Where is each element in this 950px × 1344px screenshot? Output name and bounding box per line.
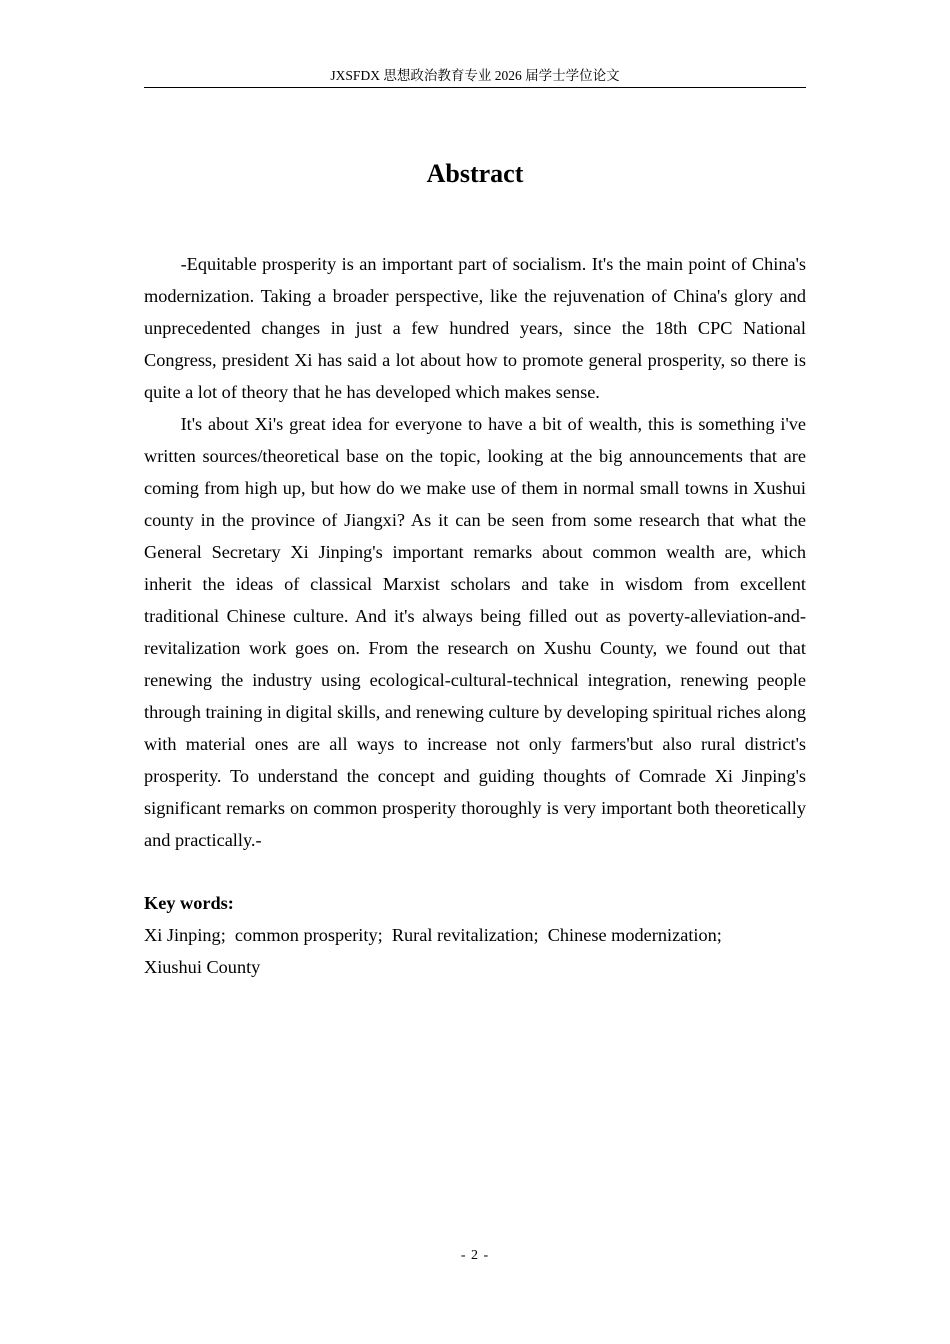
abstract-paragraph-1: -Equitable prosperity is an important part of socialism. It's the main point of China's modernization. Taking a broader perspective, like the rejuvenation of China's glory and unprecedented changes in just a few hundred years, since the 18th CPC National Congress, president Xi has said a lot about how to promote general prosperity, so there is quite a lot of theory that he has developed which makes sense. [144,254,806,402]
keywords-line-2 [144,951,806,983]
keyword-separator: ; [377,925,392,945]
keywords-heading: Key words: [144,893,234,913]
keywords-line-1 [144,919,806,951]
keyword-item: Rural revitalization [391,925,534,945]
page-number: - 2 - [460,1248,490,1263]
abstract-body [144,248,806,856]
running-header [144,66,806,88]
keyword-item: Xi Jinping [144,925,221,945]
keyword-separator: ; [716,925,731,945]
keyword-separator: ; [533,925,548,945]
abstract-paragraph-2: It's about Xi's great idea for everyone to have a bit of wealth, this is something i've written sources/theoretical base on the topic, looking at the big announcements that are coming from high up, but how do we make use of them in normal small towns in Xushui county in the province of Jiangxi? As it can be seen from some research that what the General Secretary Xi Jinping's important remarks about common wealth are, which inherit the ideas of classical Marxist scholars and take in wisdom from excellent traditional Chinese culture. And it's always being filled out as poverty-alleviation-and-revitalization work goes on. From the research on Xushu County, we found out that renewing the industry using ecological-cultural-technical integration, renewing people through training in digital skills, and renewing culture by developing spiritual riches along with material ones are all ways to increase not only farmers'but also rural district's prosperity. To understand the concept and guiding thoughts of Comrade Xi Jinping's significant remarks on common prosperity thoroughly is very important both theoretically and practically.- [144,414,806,850]
keywords-section [144,887,806,983]
keyword-item: common prosperity [234,925,378,945]
running-header-title: JXSFDX 思想政治教育专业 2026 届学士学位论文 [330,68,620,83]
abstract-title: Abstract [426,159,524,188]
keyword-item: Xiushui County [144,957,261,977]
keyword-item: Chinese modernization [547,925,717,945]
keyword-separator: ; [220,925,235,945]
